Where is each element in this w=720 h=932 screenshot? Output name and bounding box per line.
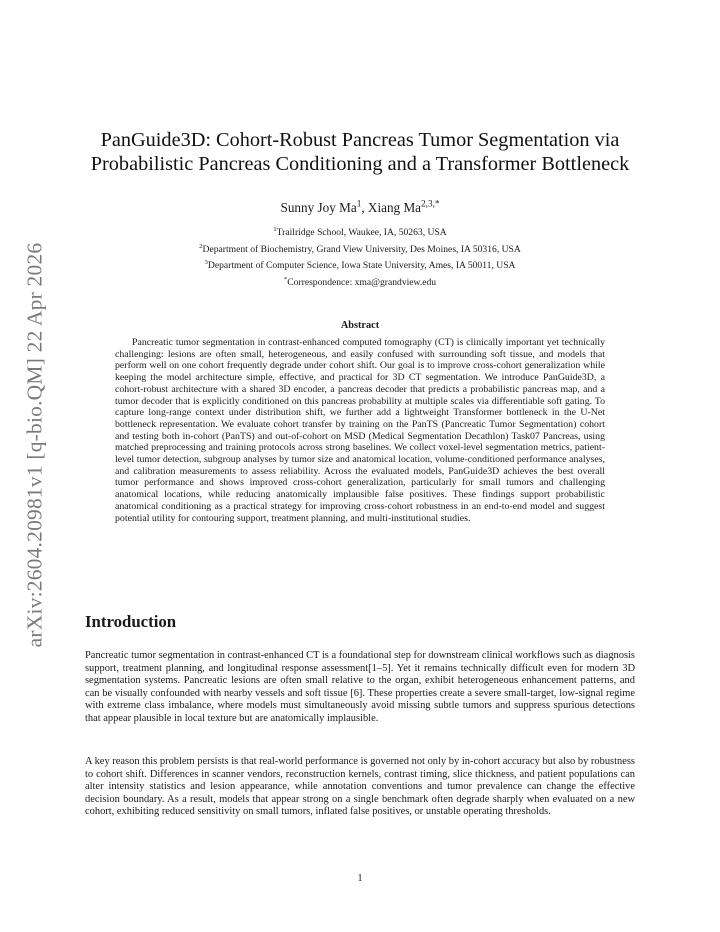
author-list xyxy=(70,200,650,216)
affiliation-text: Department of Computer Science, Iowa State University, Ames, IA 50011, USA xyxy=(207,260,516,271)
affiliation-mark: * xyxy=(283,275,288,283)
arxiv-id: arXiv:2604.20981v1 [q-bio.QM] 22 Apr 2026 xyxy=(22,242,47,648)
section-heading-introduction: Introduction xyxy=(85,612,177,631)
intro-paragraph: Pancreatic tumor segmentation in contrast-enhanced CT is a foundational step for downstream clinical workflows such as diagnosis support, treatment planning, and longitudinal response assessment[1–5]. Yet it remains technically difficult even for modern 3D segmentation systems. Pancreatic lesions are often small relative to the organ, exhibit heterogeneous enhancement patterns, and can be visually confounded with nearby vessels and soft tissue [6]. These properties create a severe small-target, low-signal regime with extreme class imbalance, where models must simultaneously avoid missing subtle tumors and suppress spurious detections that appear plausible in local texture but are anatomically implausible. xyxy=(85,650,635,724)
paper-title xyxy=(70,128,650,176)
author-affiliation-mark: 2,3,* xyxy=(421,198,440,209)
arxiv-identifier-sidebar xyxy=(18,235,52,655)
intro-paragraph: A key reason this problem persists is that real-world performance is governed not only by in-cohort accuracy but also by robustness to cohort shift. Differences in scanner vendors, reconstruction kernels, contrast timing, slice thickness, and patient populations can alter intensity statistics and lesion appearance, while annotation conventions and tumor prevalence can change the effective decision boundary. As a result, models that appear strong on a single benchmark often degrade sharply when evaluated on a new cohort, exhibiting reduced sensitivity on small tumors, inflated false positives, or unstable operating thresholds. xyxy=(85,756,635,818)
author-affiliation-mark: 1 xyxy=(356,198,362,209)
author-name: Xiang Ma xyxy=(367,200,422,215)
affiliation-mark: 3 xyxy=(204,258,208,266)
affiliation-mark: 1 xyxy=(273,225,277,233)
affiliation-text: Trailridge School, Waukee, IA, 50263, USA xyxy=(276,227,447,238)
affiliations xyxy=(70,225,650,291)
affiliation-line xyxy=(70,242,650,259)
affiliation-line xyxy=(70,225,650,242)
affiliation-mark: 2 xyxy=(199,242,203,250)
page-number: 1 xyxy=(357,873,363,884)
abstract-heading: Abstract xyxy=(340,320,380,331)
correspondence-text: Correspondence: xma@grandview.edu xyxy=(287,276,437,288)
abstract-body: Pancreatic tumor segmentation in contrast-enhanced computed tomography (CT) is clinically important yet technically challenging: lesions are often small, heterogeneous, and easily confused with surrounding soft tissue, and models that perform well on one cohort frequently degrade under cohort shift. Our goal is to improve cross-cohort generalization while keeping the model architecture simple, effective, and practical for 3D CT segmentation. We introduce PanGuide3D, a cohort-robust architecture with a shared 3D encoder, a pancreas decoder that predicts a probabilistic pancreas map, and a tumor decoder that is explicitly conditioned on this pancreas probability at multiple scales via differentiable soft gating. To capture long-range context under distribution shift, we further add a lightweight Transformer bottleneck in the U-Net bottleneck representation. We evaluate cohort transfer by training on the PanTS (Pancreatic Tumor Segmentation) cohort and testing both in-cohort (PanTS) and out-of-cohort on MSD (Medical Segmentation Decathlon) Task07 Pancreas, using matched preprocessing and training protocols across strong baselines. We collect voxel-level segmentation metrics, patient-level tumor detection, subgroup analyses by tumor size and anatomical location, volume-conditioned performance analyses, and calibration measurements to assess reliability. Across the evaluated models, PanGuide3D achieves the best overall tumor performance and shows improved cross-cohort generalization, particularly for small tumors and challenging anatomical locations, while reducing anatomically implausible false positives. These findings support probabilistic anatomical conditioning as a practical strategy for improving cross-cohort robustness in an end-to-end model and suggest potential utility for contouring support, treatment planning, and multi-institutional studies. xyxy=(115,337,605,524)
author-separator: , xyxy=(361,200,368,215)
title-line-2: Probabilistic Pancreas Conditioning and a Transformer Bottleneck xyxy=(90,153,630,175)
author-name: Sunny Joy Ma xyxy=(280,200,357,215)
affiliation-line xyxy=(70,258,650,275)
title-line-1: PanGuide3D: Cohort-Robust Pancreas Tumor Segmentation via xyxy=(100,129,620,151)
affiliation-text: Department of Biochemistry, Grand View University, Des Moines, IA 50316, USA xyxy=(202,243,521,255)
correspondence-line xyxy=(70,275,650,292)
